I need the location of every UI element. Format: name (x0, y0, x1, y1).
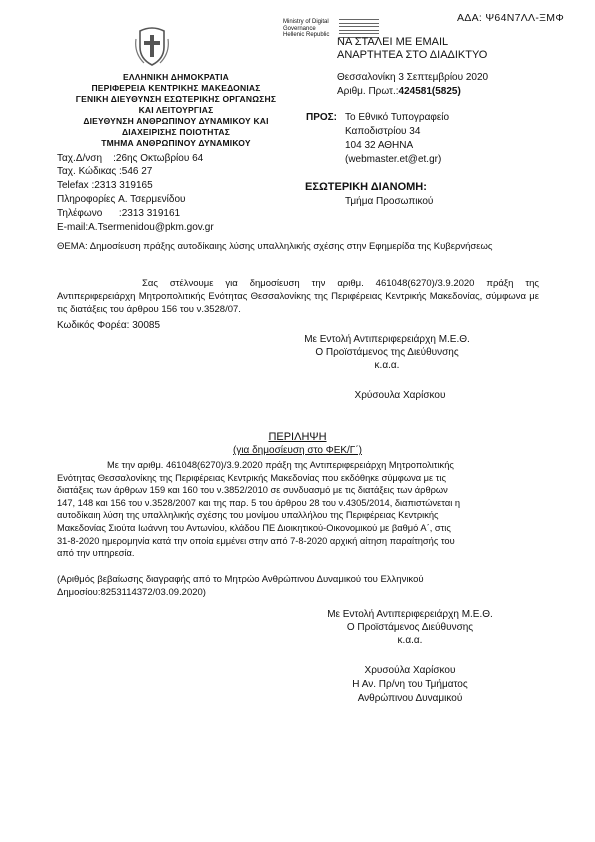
summary-line: 147, 148 και 156 του ν.3528/2007 και της παρ. 5 του άρθρου 28 του ν.4305/2014, διαπιστώνεται η (57, 497, 461, 508)
protocol-value: 424581(5825) (398, 86, 461, 97)
summary-line: Μακεδονίας Σιούτα Ιωάννη του Αντωνίου, κλάδου ΠΕ Διοικητικού-Οικονομικού με βαθμό Α΄, στις (57, 522, 451, 533)
internal-distribution-dept: Τμήμα Προσωπικού (345, 196, 434, 207)
contact-value: :2313 319161 (118, 208, 181, 219)
summary-title: ΠΕΡΙΛΗΨΗ (268, 431, 327, 443)
to-label: ΠΡΟΣ: (306, 112, 338, 123)
send-line: ΝΑ ΣΤΑΛΕΙ ΜΕ EMAIL (337, 36, 449, 48)
header-line: ΓΕΝΙΚΗ ΔΙΕΥΘΥΝΣΗ ΕΣΩΤΕΡΙΚΗΣ ΟΡΓΑΝΩΣΗΣ (75, 94, 277, 104)
contact-telefax (57, 180, 153, 192)
recipient-line: Το Εθνικό Τυπογραφείο (345, 112, 450, 123)
contact-address (57, 153, 203, 165)
document-date: Θεσσαλονίκη 3 Σεπτεμβρίου 2020 (337, 72, 489, 83)
summary-line: Ενότητας Θεσσαλονίκης της Περιφέρειας Κεντρικής Μακεδονίας που εκδόθηκε σύμφωνα με τις (57, 472, 446, 483)
body-paragraph: Σας στέλνουμε για δημοσίευση την αριθμ. 461048(6270)/3.9.2020 πράξη της Αντιπεριφερειάρχη Μητροπολιτικής Ενότητας Θεσσαλονίκης της Περιφέρειας Κεντρικής Μακεδονίας, σύμφωνα με τις διατάξεις του άρθρου 156 του ν.3528/07. (57, 278, 539, 315)
contact-email (57, 222, 214, 234)
digital-governance-stamp (283, 19, 329, 39)
header-line: ΤΜΗΜΑ ΑΝΘΡΩΠΙΝΟΥ ΔΥΝΑΜΙΚΟΥ (101, 138, 251, 148)
ada-code: ΑΔΑ: Ψ64Ν7ΛΛ-ΞΜΦ (457, 12, 565, 24)
protocol-number (337, 86, 461, 98)
header-line: ΔΙΕΥΘΥΝΣΗ ΑΝΘΡΩΠΙΝΟΥ ΔΥΝΑΜΙΚΟΥ ΚΑΙ (83, 116, 269, 126)
signer-block-2 (305, 665, 515, 705)
summary-text (57, 459, 539, 560)
signature-block-2 (305, 609, 515, 647)
summary-line: αυτοδίκαιη λύση της υπαλληλικής σχέσης του μονίμου υπαλλήλου της Περιφέρειας Κεντρικής (57, 510, 439, 521)
protocol-label: Αριθμ. Πρωτ.: (337, 86, 399, 97)
note-line: (Αριθμός βεβαίωσης διαγραφής από το Μητρώο Ανθρώπινου Δυναμικού του Ελληνικού (57, 574, 424, 585)
contact-label: E-mail: (57, 222, 89, 233)
signature-line: Με Εντολή Αντιπεριφερειάρχη Μ.Ε.Θ. (327, 609, 493, 620)
summary-line: από την υπηρεσία. (57, 548, 135, 559)
contact-label: Πληροφορίες (57, 194, 116, 205)
signature-line: κ.α.α. (397, 635, 423, 646)
authority-header (60, 72, 292, 149)
signer-line: Η Αν. Πρ/νη του Τμήματος (352, 679, 468, 690)
stamp-line: Governance (283, 25, 316, 32)
signer-line: Ανθρώπινου Δυναμικού (357, 693, 463, 704)
contact-label: Telefax (57, 180, 89, 191)
send-line: ΑΝΑΡΤΗΤΕΑ ΣΤΟ ΔΙΑΔΙΚΤΥΟ (337, 49, 488, 61)
contact-label: Ταχ.Δ/νση (57, 153, 103, 164)
signature-line: Με Εντολή Αντιπεριφερειάρχη Μ.Ε.Θ. (304, 334, 470, 345)
contact-info (57, 194, 185, 206)
summary-line: διατάξεις των άρθρων 159 και 160 του ν.3852/2010 σε συνδυασμό με τις διατάξεις των άρθρων (57, 485, 448, 496)
signature-line: Ο Προϊστάμενος της Διεύθυνσης (315, 347, 459, 358)
contact-postcode (57, 166, 152, 178)
contact-label: Τηλέφωνο (57, 208, 103, 219)
signature-line: Ο Προϊστάμενος Διεύθυνσης (346, 622, 474, 633)
header-line: ΠΕΡΙΦΕΡΕΙΑ ΚΕΝΤΡΙΚΗΣ ΜΑΚΕΔΟΝΙΑΣ (91, 83, 261, 93)
contact-label: Ταχ. Κώδικας (57, 166, 117, 177)
greek-emblem-icon (134, 25, 170, 67)
contact-value: :26ης Οκτωβρίου 64 (113, 153, 204, 164)
send-email-note (337, 36, 487, 62)
contact-value: :2313 319165 (91, 180, 153, 191)
summary-line: Με την αριθμ. 461048(6270)/3.9.2020 πράξη της Αντιπεριφερειάρχη Μητροπολιτικής (107, 460, 454, 470)
note-line: Δημοσίου:8253114372/03.09.2020) (57, 586, 206, 598)
signer-name-1: Χρύσουλα Χαρίσκου (354, 390, 446, 401)
header-line: ΚΑΙ ΛΕΙΤΟΥΡΓΙΑΣ (138, 105, 214, 115)
subject-line: ΘΕΜΑ: Δημοσίευση πράξης αυτοδίκαιης λύσης υπαλληλικής σχέσης στην Εφημερίδα της Κυβερνήσεως (57, 241, 493, 252)
internal-distribution-title: ΕΣΩΤΕΡΙΚΗ ΔΙΑΝΟΜΗ: (305, 181, 427, 193)
signature-line: κ.α.α. (374, 360, 400, 371)
stamp-line: Ministry of Digital (283, 19, 329, 25)
agency-code: Κωδικός Φορέα: 30085 (57, 320, 161, 331)
recipient-email[interactable]: (webmaster.et@et.gr) (345, 154, 442, 165)
header-line: ΕΛΛΗΝΙΚΗ ΔΗΜΟΚΡΑΤΙΑ (122, 72, 229, 82)
signer-line: Χρυσούλα Χαρίσκου (364, 665, 456, 676)
recipient-line: Καποδιστρίου 34 (345, 126, 421, 137)
recipient-block (345, 112, 449, 166)
recipient-line: 104 32 ΑΘΗΝΑ (345, 140, 414, 151)
email-link[interactable]: A.Tsermenidou@pkm.gov.gr (88, 222, 214, 233)
contact-phone (57, 208, 180, 220)
deletion-note (57, 574, 539, 599)
summary-line: 31-8-2020 ημερομηνία κατά την οποία εμμένει στην από 7-8-2020 αρχική αίτηση παραίτησής του (57, 535, 455, 546)
signature-block-1 (282, 334, 492, 372)
stamp-line: Hellenic Republic (283, 32, 330, 38)
contact-value: Α. Τσερμενίδου (118, 194, 186, 205)
contact-value: :546 27 (119, 166, 153, 177)
header-line: ΔΙΑΧΕΙΡΙΣΗΣ ΠΟΙΟΤΗΤΑΣ (121, 127, 231, 137)
summary-subtitle: (για δημοσίευση στο ΦΕΚ/Γ΄) (233, 445, 362, 456)
